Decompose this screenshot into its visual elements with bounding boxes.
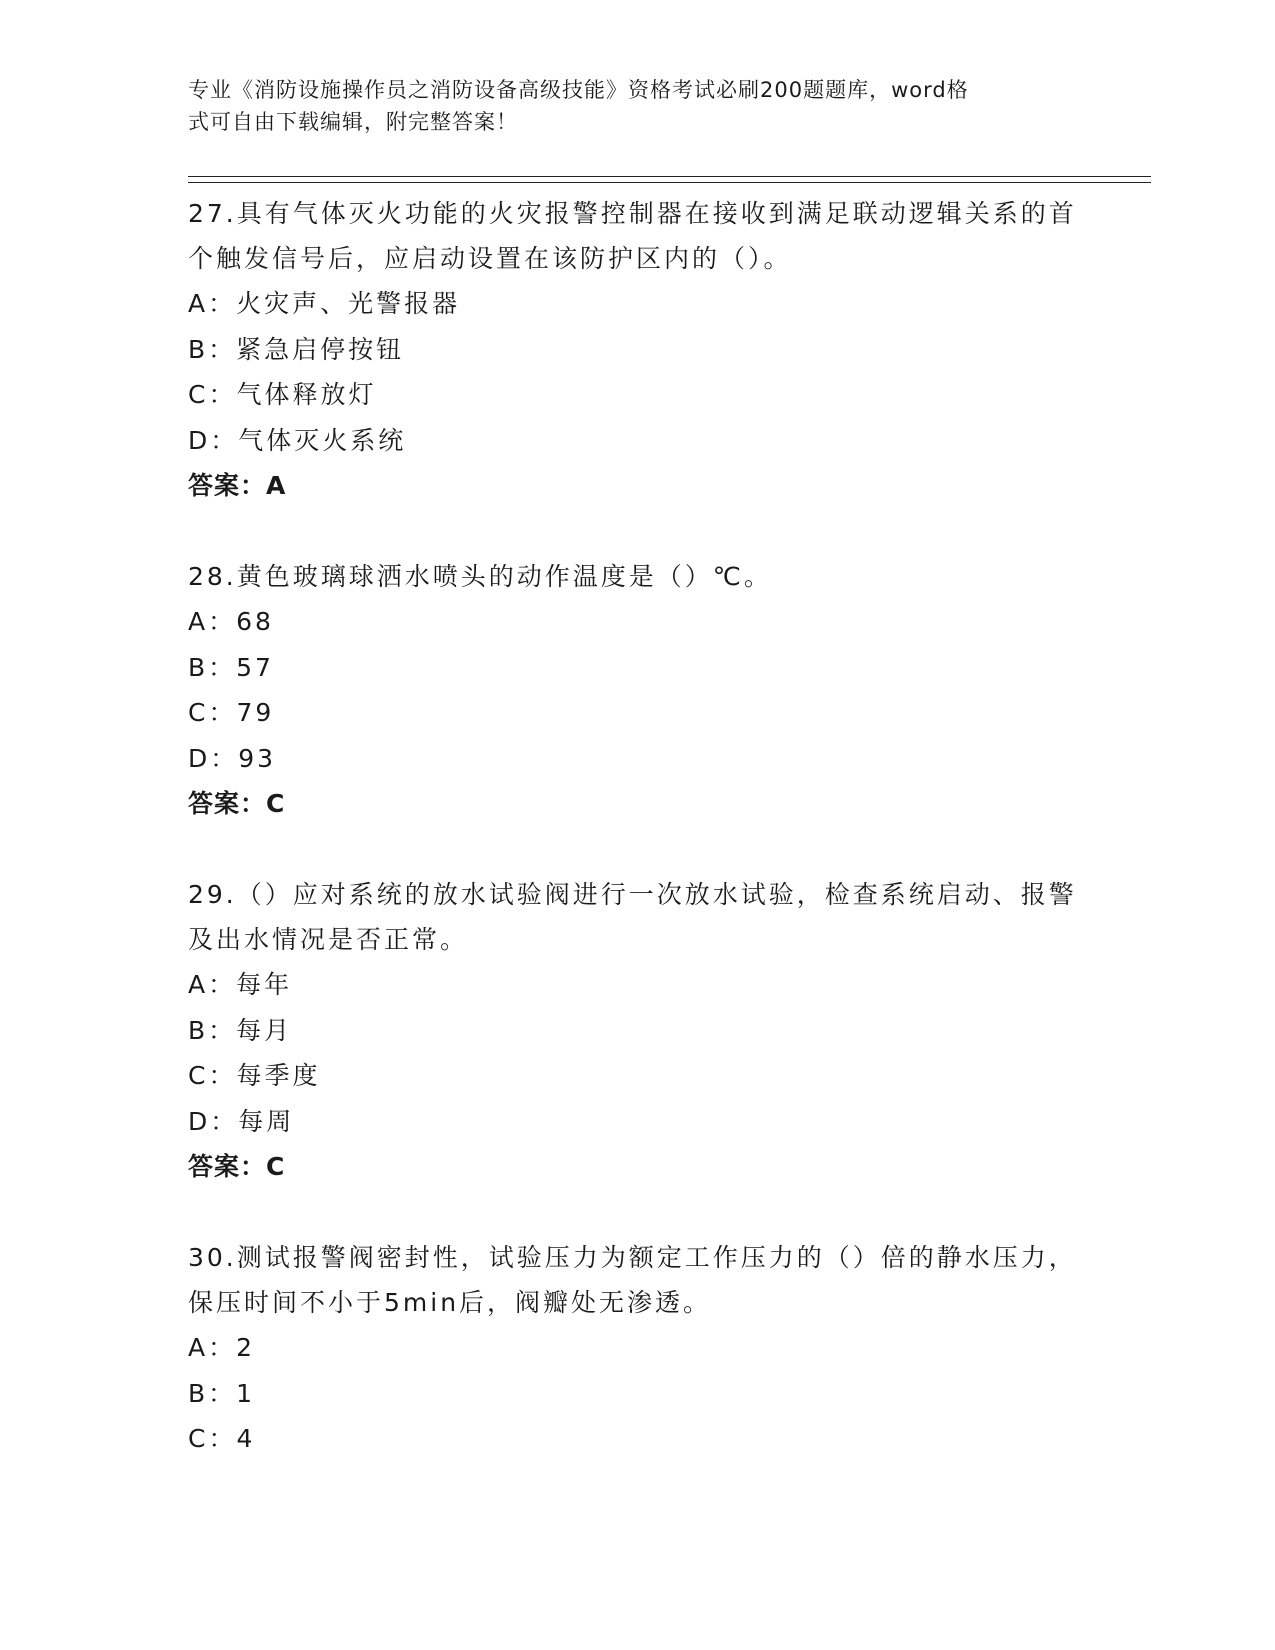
question-29 <box>188 872 1088 1189</box>
option-d: D：气体灭火系统 <box>188 425 407 455</box>
question-text: 30.测试报警阀密封性，试验压力为额定工作压力的（）倍的静水压力，保压时间不小于5min后，阀瓣处无渗透。 <box>188 1243 1077 1317</box>
answer: 答案：C <box>188 789 286 818</box>
question-27 <box>188 191 1088 508</box>
header-divider-bottom <box>188 182 1151 183</box>
answer: 答案：C <box>188 1152 286 1181</box>
option-b: B：每月 <box>188 1015 293 1045</box>
question-28 <box>188 554 1088 826</box>
question-text: 27.具有气体灭火功能的火灾报警控制器在接收到满足联动逻辑关系的首个触发信号后，应启动设置在该防护区内的（）。 <box>188 199 1077 273</box>
option-b: B：1 <box>188 1378 256 1408</box>
option-c: C：79 <box>188 698 275 727</box>
question-30 <box>188 1235 1088 1462</box>
option-a: A：每年 <box>188 970 293 999</box>
option-c: C：每季度 <box>188 1061 321 1090</box>
option-c: C：气体释放灯 <box>188 380 377 409</box>
option-d: D：每周 <box>188 1106 295 1136</box>
option-a: A：火灾声、光警报器 <box>188 289 461 318</box>
option-a: A：68 <box>188 607 274 636</box>
option-b: B：57 <box>188 652 274 682</box>
answer: 答案：A <box>188 471 287 500</box>
header-divider-top <box>188 176 1151 177</box>
question-text: 29.（）应对系统的放水试验阀进行一次放水试验，检查系统启动、报警及出水情况是否正常。 <box>188 880 1077 954</box>
option-b: B：紧急启停按钮 <box>188 334 405 364</box>
document-header: 专业《消防设施操作员之消防设备高级技能》资格考试必刷200题题库，word格 式可自由下载编辑，附完整答案！ <box>188 78 969 134</box>
question-text: 28.黄色玻璃球洒水喷头的动作温度是（）℃。 <box>188 562 772 591</box>
option-d: D：93 <box>188 743 277 773</box>
question-list <box>188 191 1088 1508</box>
option-a: A：2 <box>188 1333 256 1362</box>
option-c: C：4 <box>188 1424 256 1453</box>
